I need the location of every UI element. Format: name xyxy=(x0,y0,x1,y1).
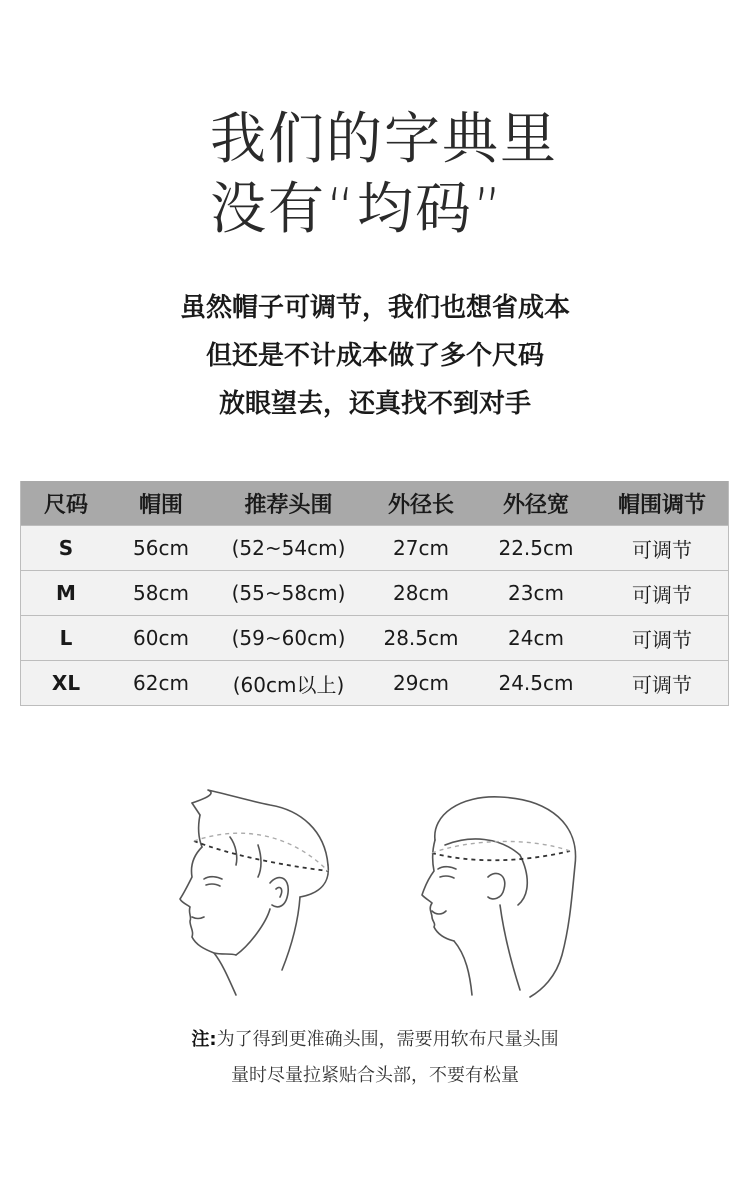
note-text-1: 为了得到更准确头围，需要用软布尺量头围 xyxy=(216,1029,559,1050)
cell-hat-circumference: 60cm xyxy=(111,616,211,661)
male-head-icon xyxy=(180,790,328,995)
subcopy-line-2: 但还是不计成本做了多个尺码 xyxy=(205,341,544,371)
size-table xyxy=(20,481,729,706)
cell-outer-width: 24cm xyxy=(476,616,596,661)
cell-outer-length: 29cm xyxy=(366,661,476,706)
cell-outer-length: 28cm xyxy=(366,571,476,616)
cell-adjustment: 可调节 xyxy=(596,526,729,571)
table-row xyxy=(21,526,729,571)
cell-size: S xyxy=(21,526,112,571)
cell-outer-width: 23cm xyxy=(476,571,596,616)
cell-size: M xyxy=(21,571,112,616)
cell-hat-circumference: 56cm xyxy=(111,526,211,571)
female-head-icon xyxy=(422,797,576,997)
cell-recommended-head: (55~58cm) xyxy=(211,571,366,616)
size-table-header-row xyxy=(21,481,729,526)
cell-recommended-head: (60cm以上) xyxy=(211,661,366,706)
header-adjustment: 帽围调节 xyxy=(596,481,729,526)
cell-recommended-head: (52~54cm) xyxy=(211,526,366,571)
subcopy-line-1: 虽然帽子可调节，我们也想省成本 xyxy=(179,293,570,323)
cell-outer-length: 28.5cm xyxy=(366,616,476,661)
header-outer-length: 外径长 xyxy=(366,481,476,526)
measurement-note xyxy=(0,1022,750,1094)
headline xyxy=(210,105,558,245)
cell-outer-width: 24.5cm xyxy=(476,661,596,706)
head-measurement-illustration xyxy=(170,785,590,1010)
subcopy-line-3: 放眼望去，还真找不到对手 xyxy=(218,389,531,419)
cell-adjustment: 可调节 xyxy=(596,661,729,706)
note-line-2: 量时尽量拉紧贴合头部，不要有松量 xyxy=(231,1065,519,1086)
table-row xyxy=(21,571,729,616)
note-label: 注: xyxy=(191,1029,217,1050)
header-outer-width: 外径宽 xyxy=(476,481,596,526)
header-size: 尺码 xyxy=(21,481,112,526)
cell-adjustment: 可调节 xyxy=(596,571,729,616)
table-row xyxy=(21,616,729,661)
cell-size: L xyxy=(21,616,112,661)
header-hat-circumference: 帽围 xyxy=(111,481,211,526)
cell-hat-circumference: 62cm xyxy=(111,661,211,706)
table-row xyxy=(21,661,729,706)
subcopy xyxy=(0,284,750,428)
cell-outer-length: 27cm xyxy=(366,526,476,571)
note-line-1 xyxy=(0,1022,750,1058)
cell-adjustment: 可调节 xyxy=(596,616,729,661)
headline-line-1: 我们的字典里 xyxy=(210,107,558,172)
cell-outer-width: 22.5cm xyxy=(476,526,596,571)
cell-recommended-head: (59~60cm) xyxy=(211,616,366,661)
cell-hat-circumference: 58cm xyxy=(111,571,211,616)
headline-line-2: 没有“均码” xyxy=(210,177,505,242)
header-recommended-head: 推荐头围 xyxy=(211,481,366,526)
cell-size: XL xyxy=(21,661,112,706)
